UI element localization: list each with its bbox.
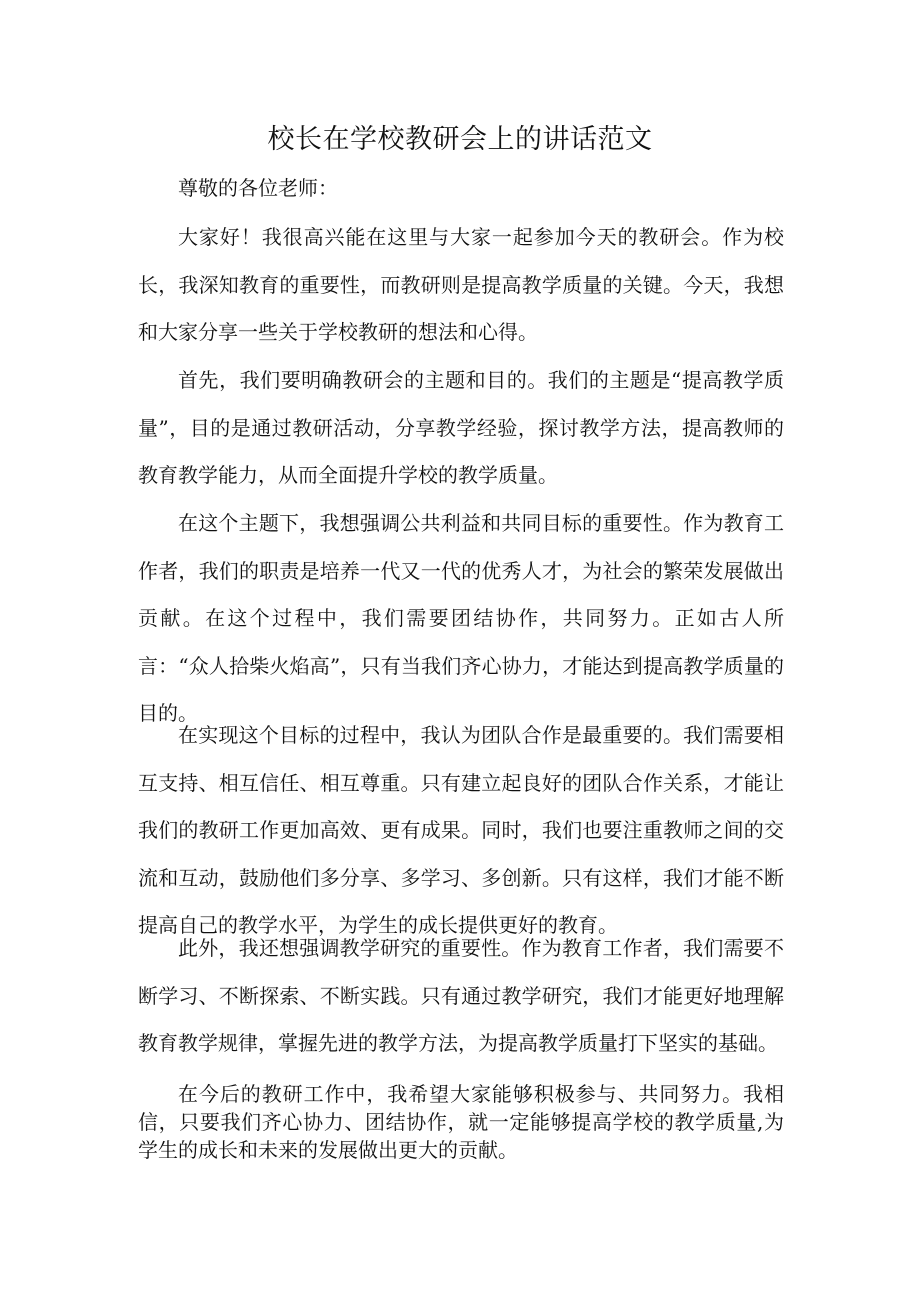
paragraph-closing: 在今后的教研工作中，我希望大家能够积极参与、共同努力。我相信，只要我们齐心协力、团结协作，就一定能够提高学校的教学质量,为学生的成长和未来的发展做出更大的贡献。 (138, 1082, 784, 1162)
paragraph-common-goal: 在这个主题下，我想强调公共利益和共同目标的重要性。作为教育工作者，我们的职责是培养一代又一代的优秀人才，为社会的繁荣发展做出贡献。在这个过程中，我们需要团结协作，共同努力。正如古人所言：“众人拾柴火焰高”，只有当我们齐心协力，才能达到提高教学质量的目的。 (138, 511, 784, 725)
document-title: 校长在学校教研会上的讲话范文 (267, 124, 653, 155)
paragraph-teamwork: 在实现这个目标的过程中，我认为团队合作是最重要的。我们需要相互支持、相互信任、相互尊重。只有建立起良好的团队合作关系，才能让我们的教研工作更加高效、更有成果。同时，我们也要注重教师之间的交流和互动，鼓励他们多分享、多学习、多创新。只有这样，我们才能不断提高自己的教学水平，为学生的成长提供更好的教育。 (138, 723, 784, 937)
paragraph-greeting: 大家好！我很高兴能在这里与大家一起参加今天的教研会。作为校长，我深知教育的重要性，而教研则是提高教学质量的关键。今天，我想和大家分享一些关于学校教研的想法和心得。 (138, 225, 784, 344)
salutation: 尊敬的各位老师： (178, 176, 338, 200)
paragraph-research: 此外，我还想强调教学研究的重要性。作为教育工作者，我们需要不断学习、不断探索、不断实践。只有通过教学研究，我们才能更好地理解教育教学规律，掌握先进的教学方法，为提高教学质量打下坚实的基础。 (138, 936, 784, 1055)
paragraph-theme: 首先，我们要明确教研会的主题和目的。我们的主题是“提高教学质量”，目的是通过教研活动，分享教学经验，探讨教学方法，提高教师的教育教学能力，从而全面提升学校的教学质量。 (138, 368, 784, 487)
